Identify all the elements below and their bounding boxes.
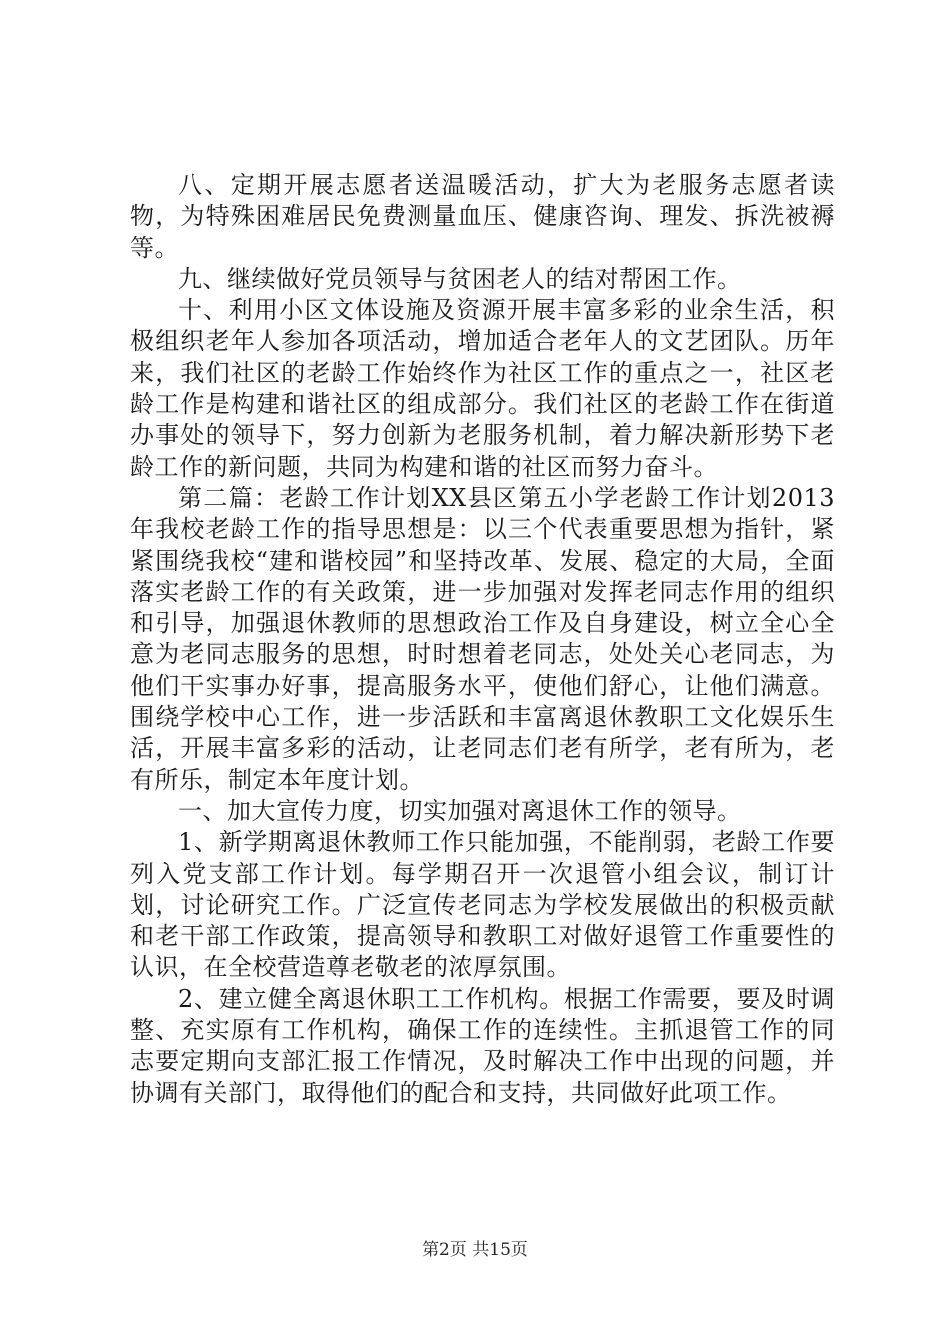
paragraph-item-nine: 九、继续做好党员领导与贫困老人的结对帮困工作。 (178, 264, 742, 293)
paragraph-second-chapter-intro: 第二篇：老龄工作计划XX县区第五小学老龄工作计划2013年我校老龄工作的指导思想是：以三个代表重要思想为指针，紧紧围绕我校“建和谐校园”和坚持改革、发展、稳定的大局，全面落实老龄工作的有关政策，进一步加强对发挥老同志作用的组织和引导，加强退休教师的思想政治工作及自身建设，树立全心全意为老同志服务的思想，时时想着老同志，处处关心老同志，为他们干实事办好事，提高服务水平，使他们舒心，让他们满意。围绕学校中心工作，进一步活跃和丰富离退休教职工文化娱乐生活，开展丰富多彩的活动，让老同志们老有所学，老有所为，老有所乐，制定本年度计划。 (130, 483, 835, 794)
paragraph-item-ten: 十、利用小区文体设施及资源开展丰富多彩的业余生活，积极组织老年人参加各项活动，增加适合老年人的文艺团队。历年来，我们社区的老龄工作始终作为社区工作的重点之一，社区老龄工作是构建和谐社区的组成部分。我们社区的老龄工作在街道办事处的领导下，努力创新为老服务机制，着力解决新形势下老龄工作的新问题，共同为构建和谐的社区而努力奋斗。 (130, 296, 835, 481)
paragraph-point-one: 1、新学期离退休教师工作只能加强，不能削弱，老龄工作要列入党支部工作计划。每学期召开一次退管小组会议，制订计划，讨论研究工作。广泛宣传老同志为学校发展做出的积极贡献和老干部工作政策，提高领导和教职工对做好退管工作重要性的认识，在全校营造尊老敬老的浓厚氛围。 (130, 828, 835, 982)
paragraph-section-one-heading: 一、加大宣传力度，切实加强对离退休工作的领导。 (178, 796, 742, 825)
page-number-footer: 第2页 共15页 (422, 1240, 528, 1260)
document-body (130, 170, 835, 1109)
paragraph-point-two: 2、建立健全离退休职工工作机构。根据工作需要，要及时调整、充实原有工作机构，确保工作的连续性。主抓退管工作的同志要定期向支部汇报工作情况，及时解决工作中出现的问题，并协调有关部门，取得他们的配合和支持，共同做好此项工作。 (130, 984, 835, 1107)
paragraph-item-eight: 八、定期开展志愿者送温暖活动，扩大为老服务志愿者读物，为特殊困难居民免费测量血压、健康咨询、理发、拆洗被褥等。 (130, 171, 835, 262)
